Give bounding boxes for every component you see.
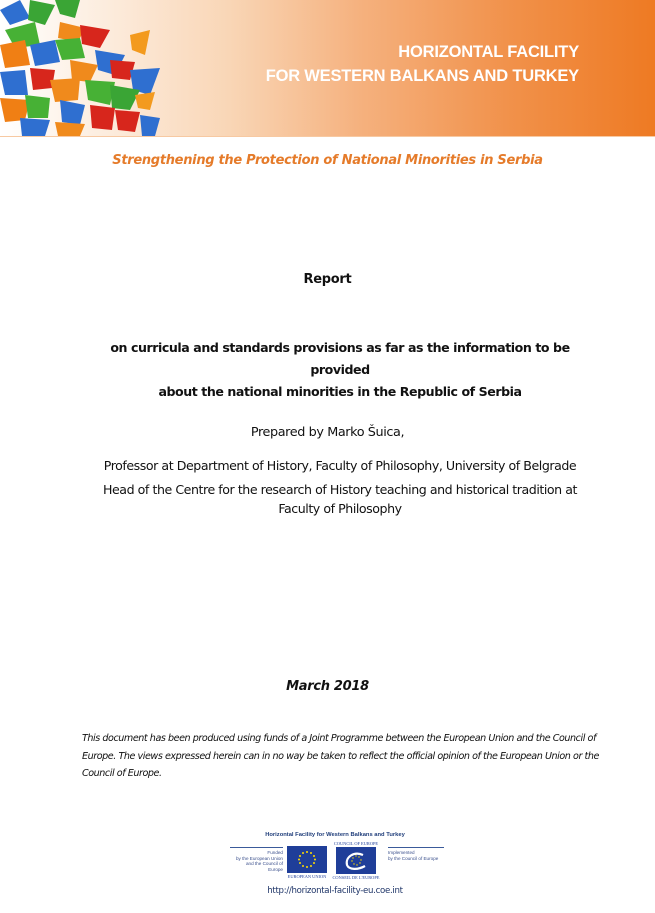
author-affiliation-head bbox=[70, 480, 610, 518]
publication-date: March 2018 bbox=[286, 679, 369, 694]
report-label: Report bbox=[303, 272, 352, 287]
disclaimer-text: This document has been produced using funds of a Joint Programme between the European Union and the Council of Europe. The views expressed herein can in no way be taken to reflect the official opinion of the European Union or the Council of Europe. bbox=[82, 733, 599, 779]
origami-birds-image bbox=[0, 0, 170, 136]
report-title bbox=[85, 337, 595, 403]
implemented-line2: by the Council of Europe bbox=[388, 855, 439, 861]
footer-logos bbox=[220, 832, 450, 902]
funded-by-text bbox=[230, 847, 283, 872]
header-banner bbox=[0, 0, 655, 137]
author-affiliation-professor: Professor at Department of History, Faculty of Philosophy, University of Belgrade bbox=[103, 458, 577, 473]
coe-label: CONSEIL DE L'EUROPE bbox=[332, 875, 380, 880]
website-link[interactable]: http://horizontal-facility-eu.coe.int bbox=[267, 886, 403, 896]
eu-flag-icon bbox=[287, 846, 327, 873]
program-title-line1: HORIZONTAL FACILITY bbox=[398, 43, 579, 61]
affiliation-head-line2: Faculty of Philosophy bbox=[278, 501, 402, 516]
implemented-line1: Implemented bbox=[388, 850, 415, 855]
footer-title: Horizontal Facility for Western Balkans and Turkey bbox=[265, 832, 405, 838]
program-title bbox=[266, 40, 579, 88]
funded-line2: by the European Union bbox=[236, 855, 283, 861]
prepared-by: Prepared by Marko Šuica, bbox=[250, 425, 405, 440]
funded-line3: and the Council of Europe bbox=[245, 861, 283, 872]
project-subtitle: Strengthening the Protection of National Minorities in Serbia bbox=[112, 153, 543, 168]
program-title-line2: FOR WESTERN BALKANS AND TURKEY bbox=[265, 67, 579, 85]
affiliation-head-line1: Head of the Centre for the research of History teaching and historical tradition at bbox=[102, 482, 578, 497]
bird-shapes bbox=[0, 0, 160, 136]
coe-top-label: COUNCIL OF EUROPE bbox=[333, 841, 379, 846]
implemented-by-text bbox=[388, 847, 444, 861]
eu-label: EUROPEAN UNION bbox=[287, 874, 327, 879]
report-title-line2: about the national minorities in the Republic of Serbia bbox=[158, 384, 522, 399]
funded-line1: Funded bbox=[267, 850, 283, 855]
council-of-europe-logo-icon bbox=[336, 847, 376, 874]
report-title-line1: on curricula and standards provisions as far as the information to be provided bbox=[110, 340, 570, 377]
